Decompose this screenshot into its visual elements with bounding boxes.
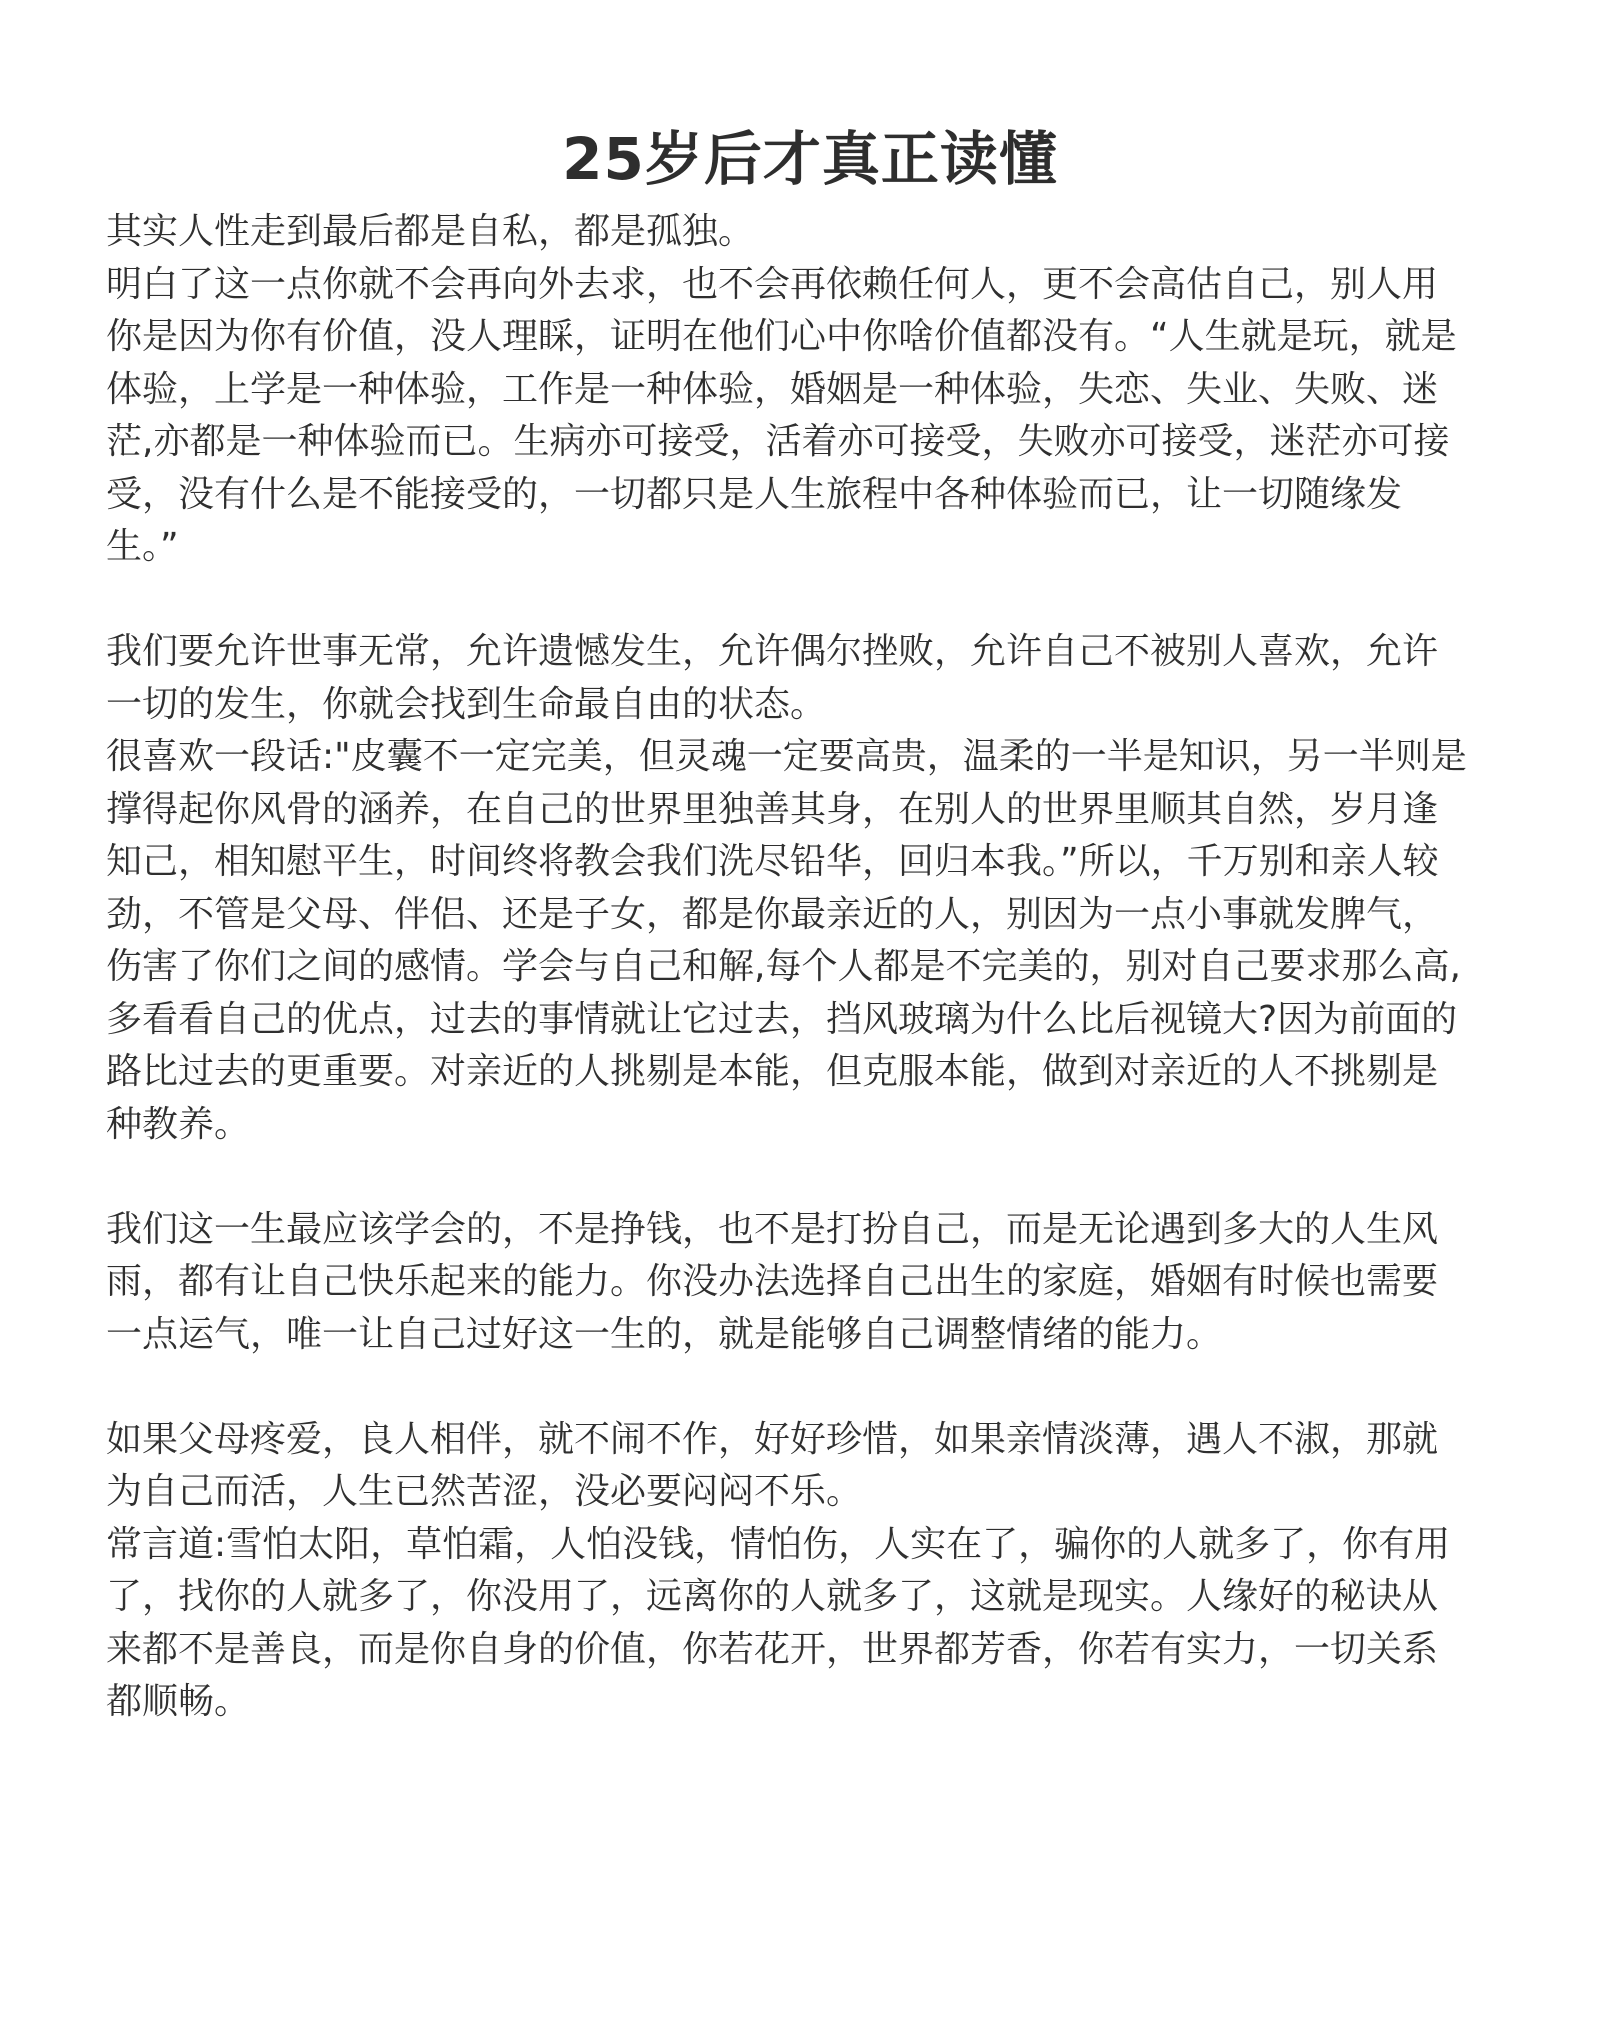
text-line: 一点运气，唯一让自己过好这一生的，就是能够自己调整情绪的能力。 [106, 1313, 1223, 1355]
text-line: 种教养。 [106, 1103, 251, 1145]
text-line: 伤害了你们之间的感情。学会与自己和解,每个人都是不完美的，别对自己要求那么高, [106, 946, 1461, 987]
article-body [106, 206, 1536, 1729]
paragraph-spacer [106, 1361, 1536, 1414]
text-line: 了，找你的人就多了，你没用了，远离你的人就多了，这就是现实。人缘好的秘诀从 [106, 1576, 1439, 1617]
text-line: 知己，相知慰平生，时间终将教会我们洗尽铅华，回归本我。”所以，千万别和亲人较 [106, 841, 1439, 882]
text-line: 我们这一生最应该学会的，不是挣钱，也不是打扮自己，而是无论遇到多大的人生风 [106, 1208, 1439, 1250]
text-line: 路比过去的更重要。对亲近的人挑剔是本能，但克服本能，做到对亲近的人不挑剔是 [106, 1051, 1439, 1092]
text-line: 体验，上学是一种体验，工作是一种体验，婚姻是一种体验，失恋、失业、失败、迷 [106, 368, 1439, 410]
text-line: 你是因为你有价值，没人理睬，证明在他们心中你啥价值都没有。“人生就是玩，就是 [106, 316, 1457, 357]
text-line: 多看看自己的优点，过去的事情就让它过去，挡风玻璃为什么比后视镜大?因为前面的 [106, 998, 1458, 1040]
text-line: 受，没有什么是不能接受的，一切都只是人生旅程中各种体验而已，让一切随缘发 [106, 473, 1403, 515]
text-line: 都顺畅。 [106, 1681, 251, 1722]
article-title: 25岁后才真正读懂 [562, 125, 1058, 193]
text-line: 如果父母疼爱，良人相伴，就不闹不作，好好珍惜，如果亲情淡薄，遇人不淑，那就 [106, 1418, 1439, 1460]
paragraph-spacer [106, 574, 1536, 627]
text-line: 来都不是善良，而是你自身的价值，你若花开，世界都芳香，你若有实力，一切关系 [106, 1628, 1439, 1670]
text-line: 我们要允许世事无常，允许遗憾发生，允许偶尔挫败，允许自己不被别人喜欢，允许 [106, 631, 1439, 672]
text-line: 生。” [106, 526, 179, 567]
text-line: 雨，都有让自己快乐起来的能力。你没办法选择自己出生的家庭，婚姻有时候也需要 [106, 1261, 1439, 1302]
paragraph-spacer [106, 1151, 1536, 1204]
text-line: 茫,亦都是一种体验而已。生病亦可接受，活着亦可接受，失败亦可接受，迷茫亦可接 [106, 421, 1450, 462]
text-line: 常言道:雪怕太阳，草怕霜，人怕没钱，情怕伤，人实在了，骗你的人就多了，你有用 [106, 1523, 1451, 1565]
text-line: 很喜欢一段话:"皮囊不一定完美，但灵魂一定要高贵，温柔的一半是知识，另一半则是 [106, 736, 1467, 777]
text-line: 劲，不管是父母、伴侣、还是子女，都是你最亲近的人，别因为一点小事就发脾气， [106, 893, 1439, 935]
text-line: 为自己而活，人生已然苦涩，没必要闷闷不乐。 [106, 1471, 863, 1512]
text-line: 撑得起你风骨的涵养，在自己的世界里独善其身，在别人的世界里顺其自然，岁月逢 [106, 788, 1439, 830]
text-line: 一切的发生，你就会找到生命最自由的状态。 [106, 683, 827, 725]
text-line: 其实人性走到最后都是自私，都是孤独。 [106, 211, 755, 252]
text-line: 明白了这一点你就不会再向外去求，也不会再依赖任何人，更不会高估自己，别人用 [106, 263, 1439, 305]
